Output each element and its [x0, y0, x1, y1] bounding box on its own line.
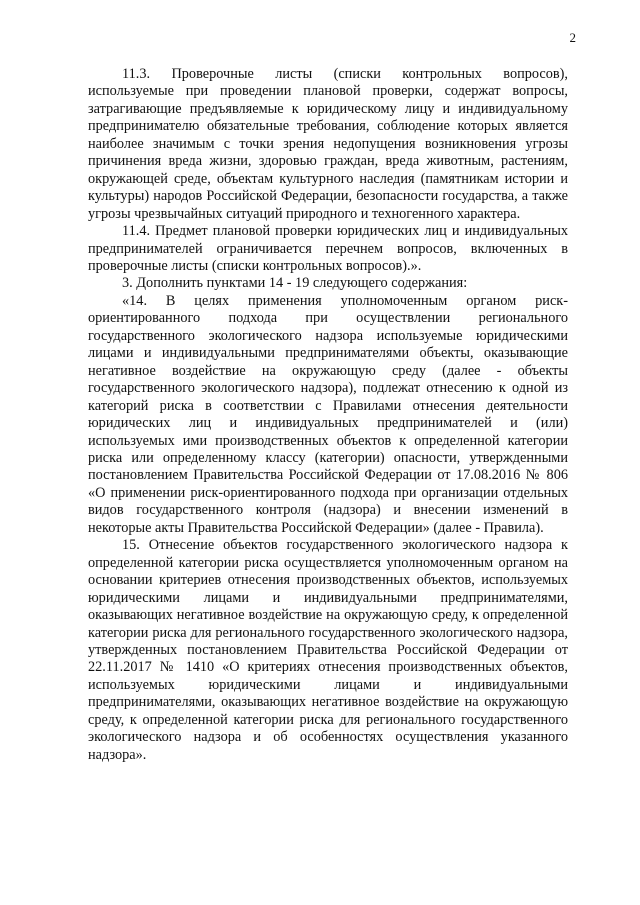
page-number: 2: [569, 30, 576, 45]
paragraph-11-3: 11.3. Проверочные листы (списки контрольных вопросов), используемые при проведении плановой проверки, содержат вопросы, затрагивающие предъявляемые к юридическому лицу и индивидуальному предпринимателю обязательные требования, соблюдение которых является наиболее значимым с точки зрения недопущения возникновения угрозы причинения вреда жизни, здоровью граждан, вреда животным, растениям, окружающей среде, объектам культурного наследия (памятникам истории и культуры) народов Российской Федерации, безопасности государства, а также угрозы чрезвычайных ситуаций природного и техногенного характера.: [88, 66, 568, 222]
paragraph-14: «14. В целях применения уполномоченным органом риск-ориентированного подхода при осуществлении регионального государственного экологического надзора используемые юридическими лицами и индивидуальными предпринимателями объекты, оказывающие негативное воздействие на окружающую среду (далее - объекты государственного экологического надзора), подлежат отнесению к одной из категорий риска в соответствии с Правилами отнесения деятельности юридических лиц и индивидуальных предпринимателей и (или) используемых ими производственных объектов к определенной категории риска или определенному классу (категории) опасности, утвержденными постановлением Правительства Российской Федерации от 17.08.2016 № 806 «О применении риск-ориентированного подхода при организации отдельных видов государственного контроля (надзора) и внесении изменений в некоторые акты Правительства Российской Федерации» (далее - Правила).: [88, 292, 568, 536]
paragraph-item-3: 3. Дополнить пунктами 14 - 19 следующего содержания:: [122, 275, 468, 292]
document-body: [88, 66, 568, 764]
paragraph-15: 15. Отнесение объектов государственного экологического надзора к определенной категории риска осуществляется уполномоченным органом на основании критериев отнесения производственных объектов, используемых юридическими лицами и индивидуальными предпринимателями, оказывающих негативное воздействие на окружающую среду, к определенной категории риска для регионального государственного экологического надзора, утвержденных постановлением Правительства Российской Федерации от 22.11.2017 № 1410 «О критериях отнесения производственных объектов, используемых юридическими лицами и индивидуальными предпринимателями, оказывающих негативное воздействие на окружающую среду, к определенной категории риска для регионального государственного экологического надзора и об особенностях осуществления указанного надзора».: [88, 537, 568, 763]
paragraph-11-4: 11.4. Предмет плановой проверки юридических лиц и индивидуальных предпринимателей ограничивается перечнем вопросов, включенных в проверочные листы (списки контрольных вопросов).».: [88, 223, 568, 274]
